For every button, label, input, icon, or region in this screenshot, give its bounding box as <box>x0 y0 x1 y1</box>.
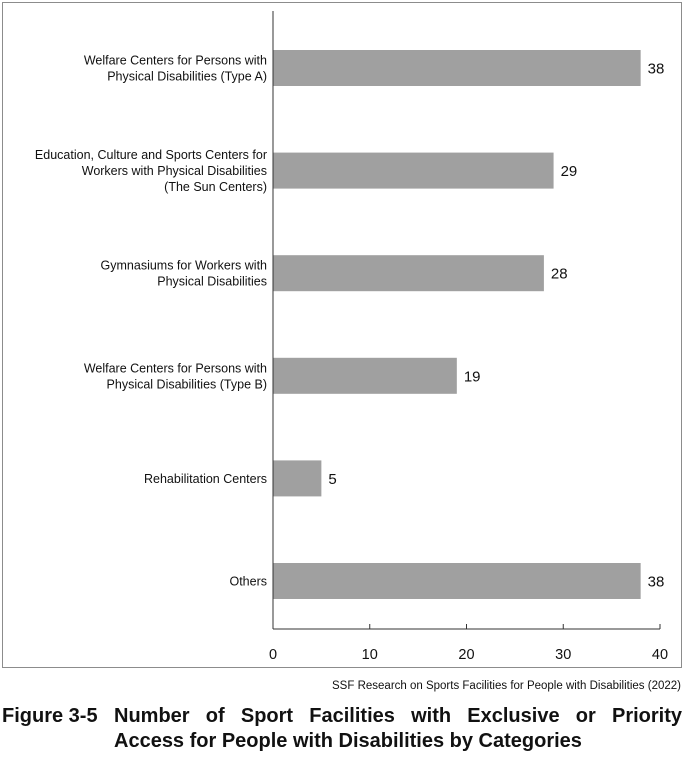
x-tick-label: 0 <box>268 647 278 663</box>
x-tick-label: 20 <box>458 647 475 663</box>
bar <box>273 563 641 599</box>
value-label: 28 <box>550 265 568 283</box>
figure-number: Figure 3-5 <box>2 705 98 727</box>
category-label: Rehabilitation Centers <box>144 471 267 486</box>
bar <box>273 50 641 86</box>
value-label: 38 <box>647 60 665 78</box>
bar <box>273 255 544 291</box>
value-label: 5 <box>328 470 337 488</box>
x-tick-label: 10 <box>361 647 378 663</box>
category-label: Education, Culture and Sports Centers for Workers with Physical Disabilities (The Sun Centers) <box>34 148 267 195</box>
bar <box>273 153 554 189</box>
source-note: SSF Research on Sports Facilities for People with Disabilities (2022) <box>332 680 681 692</box>
category-label: Others <box>229 574 267 589</box>
category-label: Gymnasiums for Workers with Physical Disabilities <box>100 258 267 289</box>
value-label: 29 <box>560 163 578 181</box>
category-label: Welfare Centers for Persons with Physical Disabilities (Type A) <box>83 53 267 84</box>
category-labels-group <box>35 54 267 589</box>
bars-group <box>273 50 641 599</box>
chart-frame <box>2 2 682 668</box>
bar <box>273 460 321 496</box>
x-tick-label: 30 <box>555 647 572 663</box>
value-labels-group <box>328 61 664 591</box>
value-label: 19 <box>463 368 481 386</box>
figure-caption <box>2 704 682 754</box>
bar-chart <box>3 3 683 669</box>
x-tick-label: 40 <box>651 647 669 663</box>
category-label: Welfare Centers for Persons with Physical Disabilities (Type B) <box>83 361 267 392</box>
figure-title: Number of Sport Facilities with Exclusive or Priority Access for People with Disabilities by Categories <box>114 705 682 752</box>
value-label: 38 <box>647 573 665 591</box>
bar <box>273 358 457 394</box>
